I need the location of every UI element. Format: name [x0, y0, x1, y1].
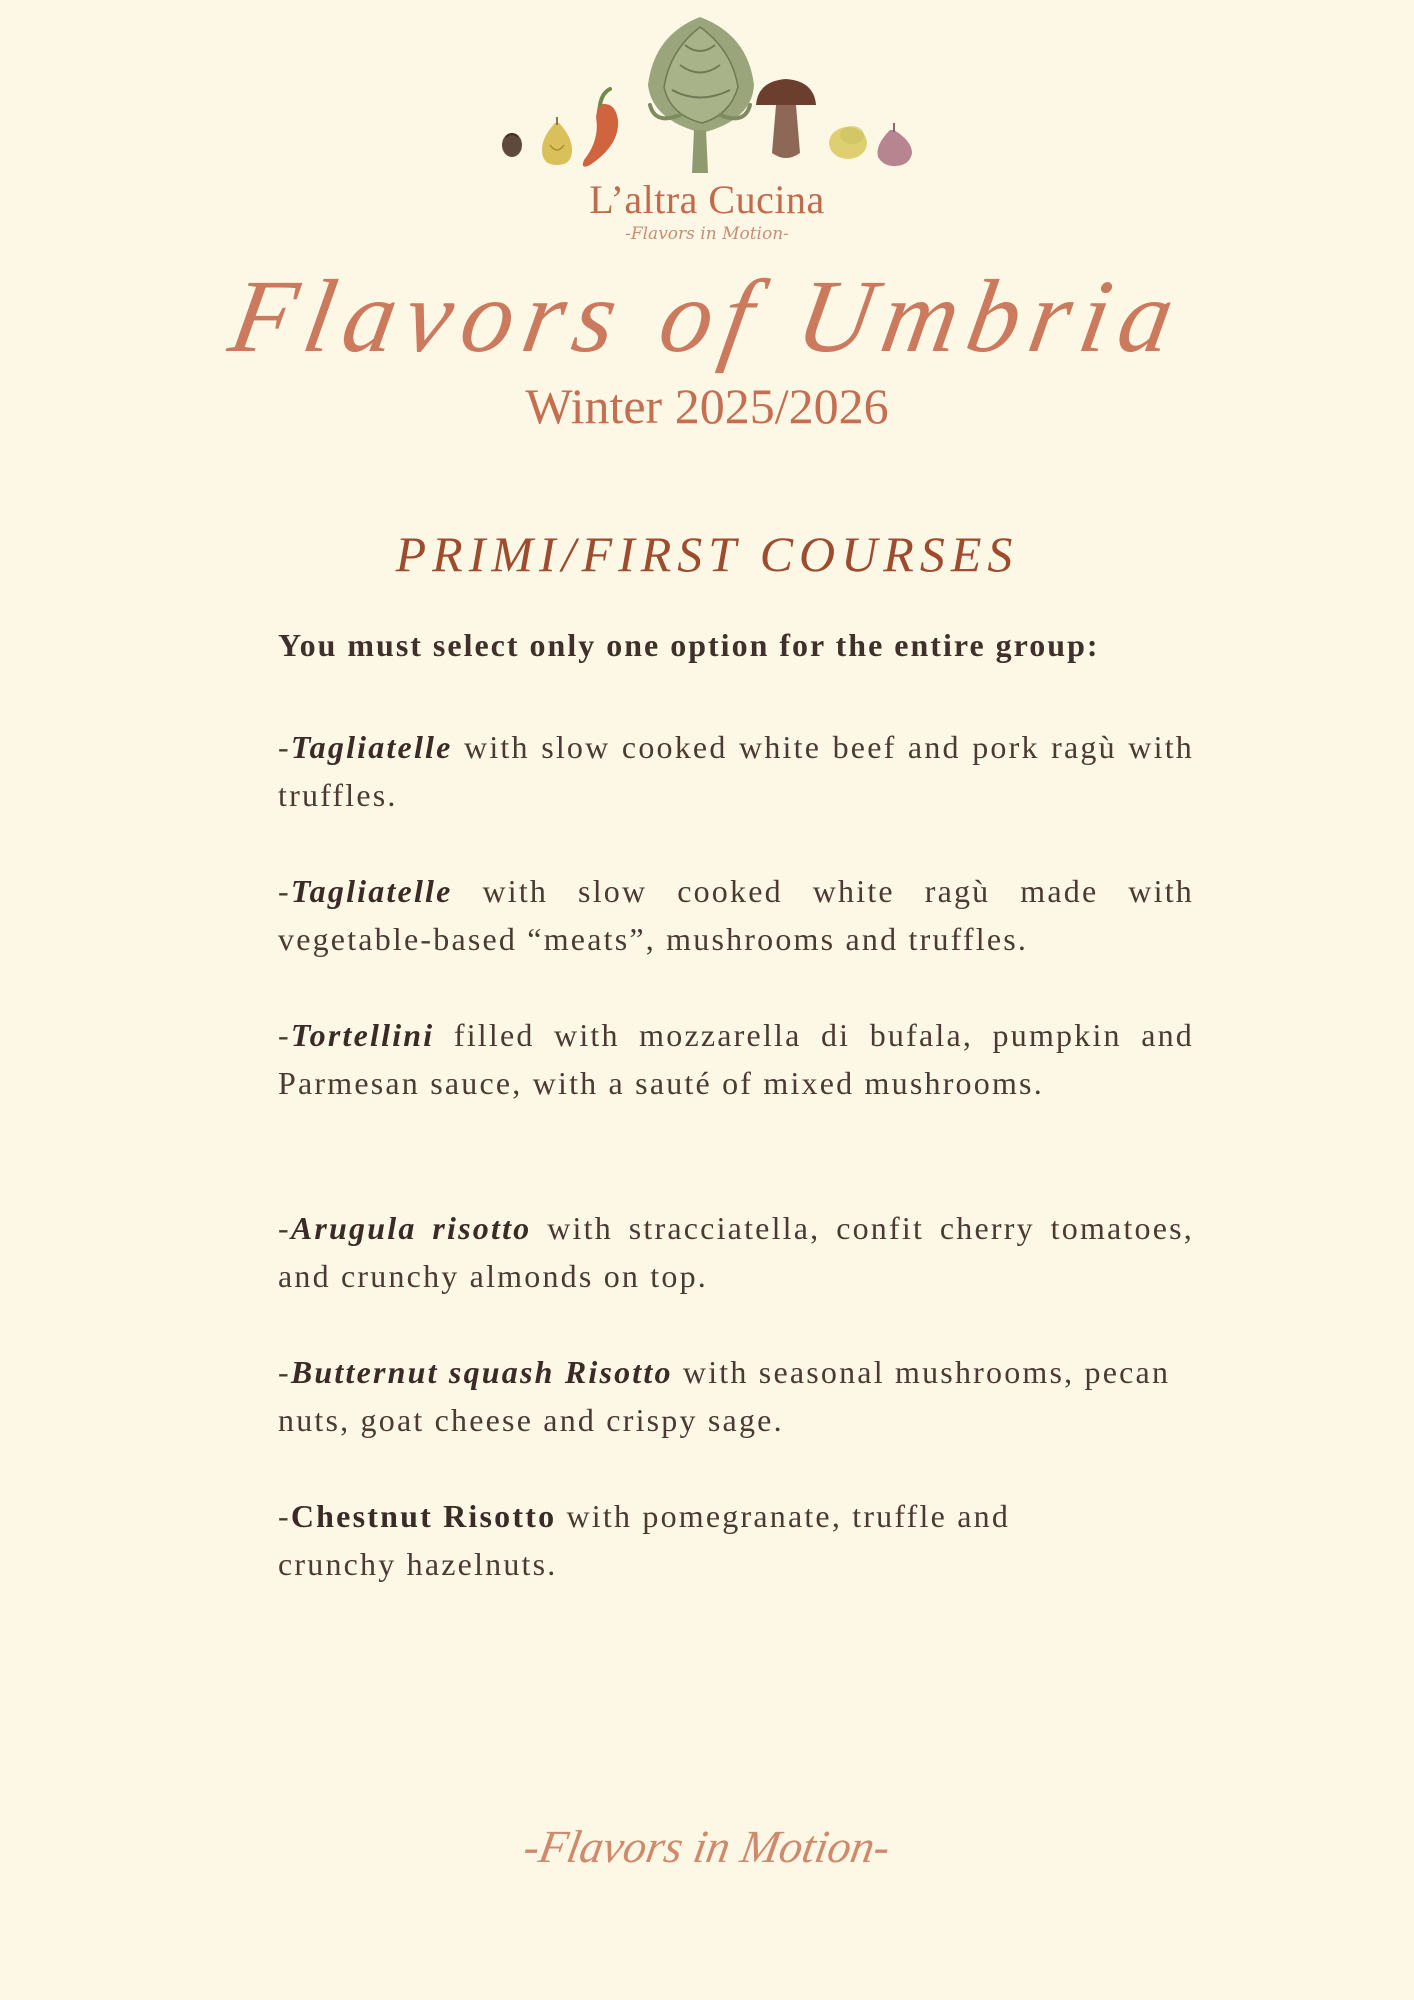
dish-name: Tortellini	[290, 1017, 435, 1053]
selection-instruction: You must select only one option for the entire group:	[278, 627, 1100, 663]
dish-name: Butternut squash Risotto	[290, 1354, 673, 1390]
menu-title: Flavors of Umbria	[221, 259, 1193, 374]
logo-vegetables-illustration	[480, 5, 940, 180]
dish-name: Arugula risotto	[290, 1210, 532, 1246]
dish-name: Tagliatelle	[290, 729, 453, 765]
dish-description: with slow cooked white ragù made with vegetable-based “meats”, mushrooms and truffles.	[278, 873, 1194, 957]
dish-prefix: -	[278, 1498, 291, 1534]
chili-pepper-icon	[583, 89, 618, 167]
garlic-icon	[878, 123, 913, 166]
menu-season: Winter 2025/2026	[525, 378, 889, 434]
dish-prefix: -	[278, 1354, 291, 1390]
mushroom-icon	[756, 79, 816, 158]
dish-description: with pomegranate, truffle and crunchy hazelnuts.	[278, 1498, 1011, 1582]
footer-tagline: -Flavors in Motion-	[519, 1821, 895, 1872]
brand-name: L’altra Cucina	[589, 177, 825, 222]
dish-item	[278, 1348, 1194, 1444]
hazelnut-icon	[502, 133, 522, 157]
onion-icon	[542, 117, 572, 165]
dish-item	[278, 1011, 1194, 1107]
section-heading: PRIMI/FIRST COURSES	[395, 526, 1019, 582]
dish-item	[278, 723, 1194, 819]
dish-name: Chestnut Risotto	[290, 1498, 557, 1534]
artichoke-icon	[648, 17, 754, 173]
dish-item	[278, 867, 1194, 963]
dish-prefix: -	[278, 729, 291, 765]
lemon-icon	[829, 126, 867, 159]
dish-item	[278, 1492, 1038, 1588]
dish-description: filled with mozzarella di bufala, pumpkin and Parmesan sauce, with a sauté of mixed mushrooms.	[278, 1017, 1194, 1101]
dish-description: with seasonal mushrooms, pecan nuts, goat cheese and crispy sage.	[278, 1354, 1171, 1438]
dish-prefix: -	[278, 1017, 291, 1053]
dish-prefix: -	[278, 873, 291, 909]
dish-description: with stracciatella, confit cherry tomatoes, and crunchy almonds on top.	[278, 1210, 1194, 1294]
brand-tagline: -Flavors in Motion-	[625, 224, 789, 244]
dish-description: with slow cooked white beef and pork ragù with truffles.	[278, 729, 1194, 813]
dish-name: Tagliatelle	[290, 873, 453, 909]
dish-prefix: -	[278, 1210, 291, 1246]
dish-item	[278, 1204, 1194, 1300]
